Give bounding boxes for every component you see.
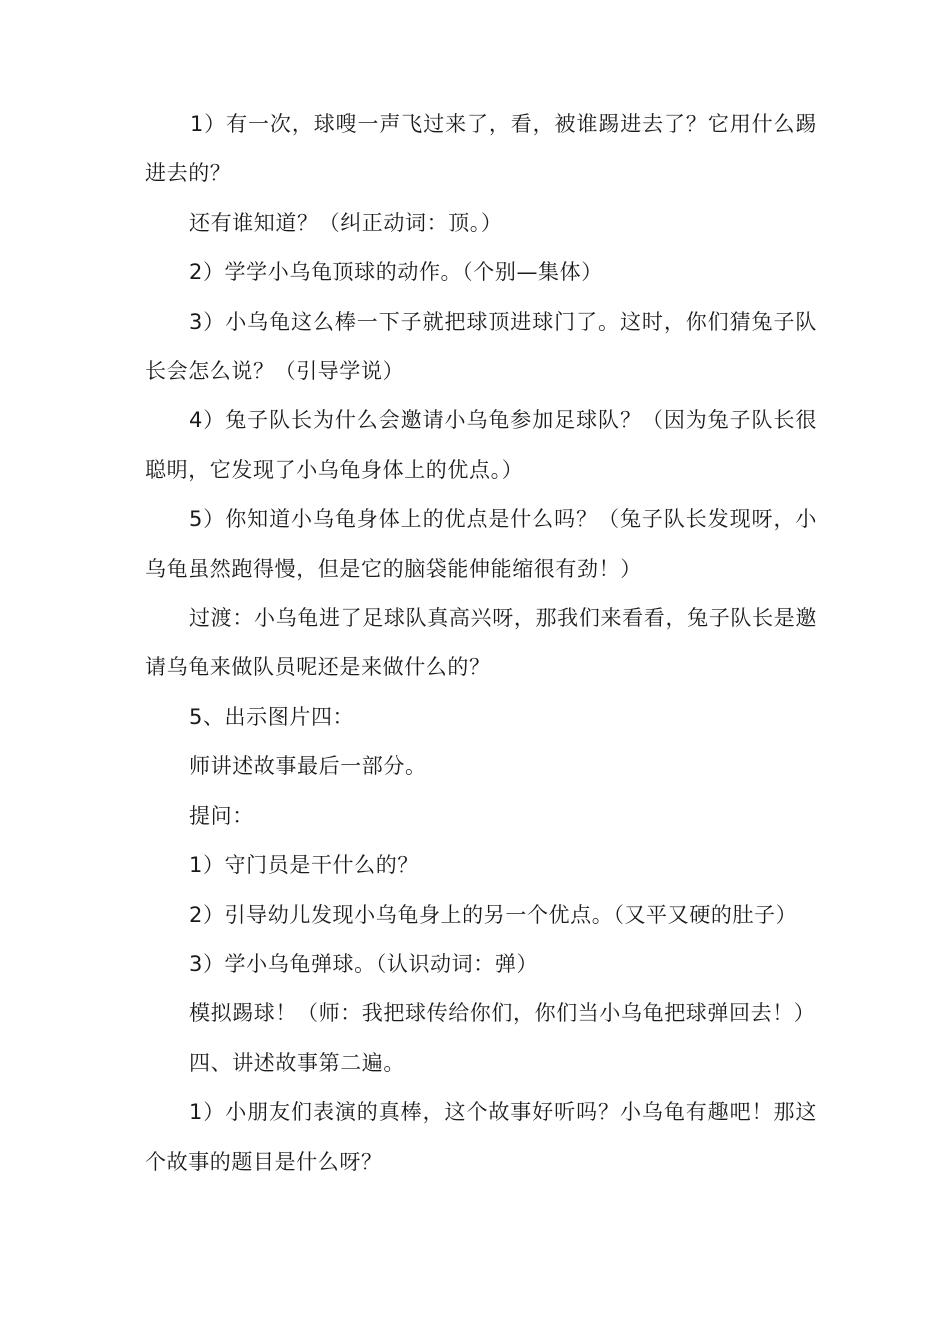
paragraph-q3: 3）小乌龟这么棒一下子就把球顶进球门了。这时，你们猜兔子队长会怎么说？（引导学说）	[145, 309, 817, 384]
paragraph-simulate-kick: 模拟踢球！（师：我把球传给你们，你们当小乌龟把球弹回去！）	[189, 1001, 816, 1026]
paragraph-goalkeeper-q1: 1）守门员是干什么的？	[189, 853, 419, 878]
paragraph-goalkeeper-q3: 3）学小乌龟弹球。（认识动词：弹）	[189, 951, 539, 976]
paragraph-transition: 过渡：小乌龟进了足球队真高兴呀，那我们来看看，兔子队长是邀请乌龟来做队员呢还是来做什么的？	[145, 606, 817, 680]
paragraph-teacher-narrates: 师讲述故事最后一部分。	[189, 754, 427, 779]
paragraph-q4: 4）兔子队长为什么会邀请小乌龟参加足球队？（因为兔子队长很聪明，它发现了小乌龟身体上的优点。）	[145, 408, 817, 482]
paragraph-second-telling-q1: 1）小朋友们表演的真棒，这个故事好听吗？小乌龟有趣吧！那这个故事的题目是什么呀？	[145, 1100, 817, 1174]
paragraph-goalkeeper-q2: 2）引导幼儿发现小乌龟身上的另一个优点。（又平又硬的肚子）	[189, 902, 798, 927]
paragraph-q2: 2）学学小乌龟顶球的动作。（个别—集体）	[189, 260, 603, 285]
paragraph-section-5: 5、出示图片四：	[189, 704, 355, 729]
document-body	[145, 100, 817, 1187]
paragraph-section-4: 四、讲述故事第二遍。	[189, 1050, 405, 1075]
paragraph-q5: 5）你知道小乌龟身体上的优点是什么吗？（兔子队长发现呀，小乌龟虽然跑得慢，但是它的脑袋能伸能缩很有劲！）	[145, 507, 817, 581]
paragraph-q1: 1）有一次，球嗖一声飞过来了，看，被谁踢进去了？它用什么踢进去的？	[145, 112, 817, 186]
paragraph-questions-heading: 提问：	[189, 803, 254, 828]
paragraph-who-else: 还有谁知道？（纠正动词：顶。）	[189, 210, 503, 235]
